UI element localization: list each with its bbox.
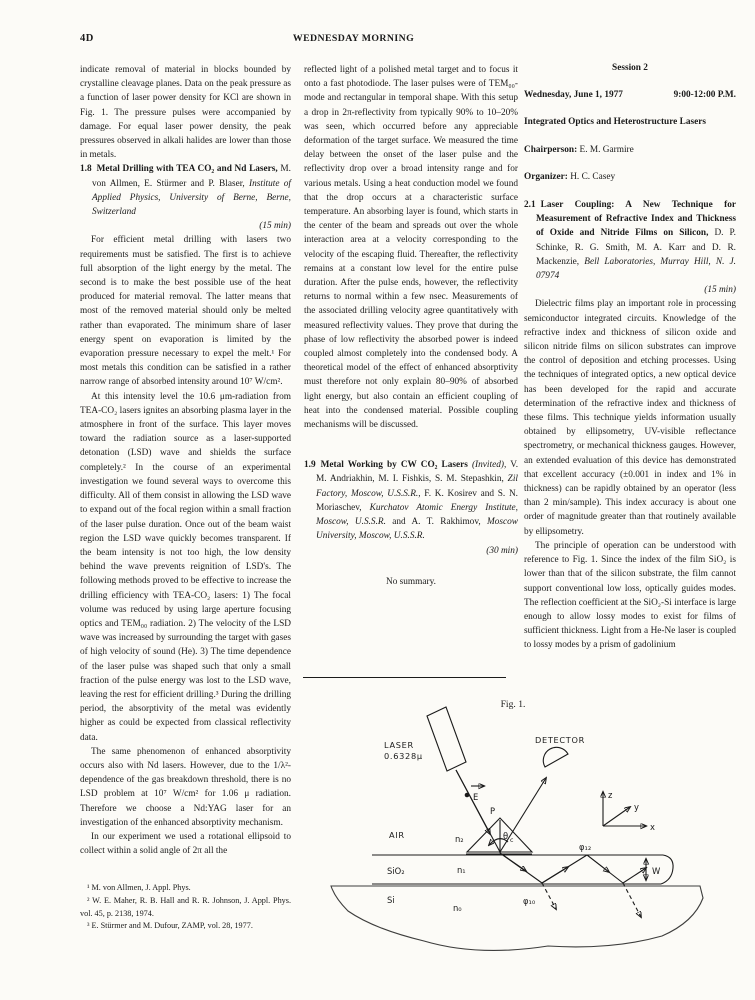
si-label: Si [387,895,395,905]
column-3 [524,61,736,653]
abstract-title: Laser Coupling: A New Technique for Measurement of Refractive Index and Thickness of Oxide and Nitride Films on Silicon, [536,200,736,239]
session-datetime [524,88,736,102]
prism-index-label: n₂ [455,834,464,844]
critical-angle-label: θ [503,831,509,841]
sio2-label: SiO₂ [387,866,405,876]
abstract-paragraph: The principle of operation can be understood with reference to Fig. 1. Since the index of the film SiO₂ is lower than that of the silicon substrate, the film cannot support conventional low loss, optically guides modes. The reflection coefficient at the SiO₂-Si interface is large enough to allow lossy modes to exist for films of sufficient thickness. Light from a He-Ne laser is coupled to lossy modes by a prism of gadolinium [524,540,736,651]
figure-caption: Fig. 1. [500,699,526,710]
abstract-paragraph: The same phenomenon of enhanced absorptivity occurs also with Nd lasers. However, due to the 1/λ²-dependence of the gas breakdown threshold, there is no LSD problem at 10⁷ W/cm² for 1.06 μ radiation. Therefore we choose a Nd:YAG laser for an investigation of the enhanced absorptivity mechanism. [80,746,291,828]
session-date: Wednesday, June 1, 1977 [524,90,623,101]
abstract-duration: (15 min) [259,221,291,232]
axis-y-label: y [634,802,639,812]
abstract-affiliation: Institute of Applied Physics, University of Berne, Berne, Switzerland [92,178,291,218]
abstract-number: 1.9 [304,460,316,471]
session-title: Session 2 [612,63,648,73]
no-summary-note: No summary. [385,576,436,587]
continuation-paragraph: indicate removal of material in blocks bounded by crystalline cleavage planes. Data on the peak pressure as a function of laser power density for KCl are shown in Fig. 1. The pressure pulses were accompanied by damage. For equal laser power density, the peak pressures observed in alkali halides are lower than those in metals. [80,65,291,161]
substrate-index-label: n₀ [453,903,462,913]
abstract-invited: (Invited), [471,460,507,471]
laser-label: LASER [384,740,414,750]
air-label: AIR [389,830,405,840]
column-divider-rule [303,677,506,678]
continuation-paragraph: reflected light of a polished metal target and to focus it onto a fast photodiode. The laser pulses were of TEM₀₀-mode and rectangular in temporal shape. With this setup a drop in 2π-reflectivity from typically 90% to 10–20% was seen, which occurred before any appreciable deformation of the target surface. We measured the time delay between the onset of the laser pulse and the reflectivity drop over a broad intensity range and for various metals. Using a heat conduction model we found that the drop occurs at a characteristic surface temperature. An absorbing layer is found, which starts in the center of the beam and spreads out over the whole interaction area at a velocity corresponding to the velocity of the escaping fluid. Thereafter, the reflectivity remains at a constant low level for the entire pulse duration. After the pulse ends, however, the reflectivity returns to normal within a few nsec. Measurements of the associated drilling velocity agree quantitatively with measured reflectivity values. They prove that during the phase of low reflectivity the absorbed power is indeed coupled almost completely into the condensed body. A theoretical model of the effect of enhanced absorptivity must therefore not only explain 80–90% of absorbed light energy, but also contain an efficient coupling of heat into the condensed material. Possible coupling mechanisms will be discussed. [304,65,518,431]
abstract-authors: D. P. Schinke, R. G. Smith, M. A. Karr and D. R. Mackenzie, [536,228,736,267]
film-thickness-label: W [652,866,661,876]
abstract-number: 1.8 [80,164,92,175]
abstract-duration: (30 min) [486,545,518,556]
session-name: Integrated Optics and Heterostructure Lasers [524,117,706,128]
abstract-heading-1-8 [80,162,291,219]
abstract-paragraph: At this intensity level the 10.6 μm-radiation from TEA-CO₂ lasers ignites an absorbing plasma layer in the atmosphere in front of the surface. This layer moves toward the radiation source as a laser-supported detonation (LSD) wave and shields the surface completely.² In the course of an experimental investigation we found several ways to overcome this difficulty. All of them consist in allowing the LSD wave to expand out of the focal region within a small fraction of the laser pulse duration. Once out of the beam waist region the LSD wave quickly becomes transparent. If the beam intensity is not too high, the low density behind the wave prevents reignition of LSD's. The following methods proved to be effective to increase the drilling efficiency with TEA-CO₂ lasers: 1) The focal volume was reduced by using large aperture focusing optics and TEM₀₀ radiation. 2) The velocity of the LSD wave was increased by surrounding the target with gases of high velocity of sound (He). 3) The time dependence of the laser pulse was shaped such that only a small fraction of the pulse energy was lost to the LSD wave, leaving the rest for efficient drilling.³ During the drilling period, the absorptivity of the metal was evidently higher as could be expected from classical reflectivity data. [80,391,292,743]
footnote: ² W. E. Maher, R. B. Hall and R. R. Johnson, J. Appl. Phys. vol. 45, p. 2138, 1974. [80,895,291,918]
e-vector-label: E [473,792,479,802]
figure-1-diagram [305,688,740,990]
abstract-title: Metal Drilling with TEA CO₂ and Nd Lasers, [96,164,278,175]
footnotes [80,882,291,932]
column-1 [80,63,291,933]
abstract-paragraph: Dielectric films play an important role in processing semiconductor integrated circuits. Knowledge of the refractive index and thickness of silicon oxide and silicon nitride films on silicon substrates can improve the control of deposition and etching processes. Using the techniques of integrated optics, a new optical device has been developed for the rapid and accurate determination of the refractive index and thickness of these films. This technique yields information usually obtained by ellipsometry, UV-visible reflectance spectrometry, or mechanical thickness gauges. However, an extended evaluation of this device has demonstrated that excellent accuracy (±0.001 in index and 1% in thickness) can be rapidly obtained by an operator (less than 2 min/sample). This index accuracy is about one order of magnitude greater than that routinely available by ellipsometry. [524,299,736,537]
chairperson-name: E. M. Garmire [579,144,634,155]
abstract-authors: V. M. Andriakhin, M. I. Fishkis, S. M. Stepashkin, [316,460,519,485]
abstract-paragraph: For efficient metal drilling with lasers two requirements must be satisfied. The first is to achieve full absorption of the light energy by the metal. The second is to make the best possible use of the heat produced for material removal. The latter means that most of the removed material should only be melted rather than evaporated. The minimum share of laser energy spent on evaporation is limited by the evaporation pressure necessary to expel the melt.¹ For most metals this condition can be satisfied in a rather narrow range of absorbed intensity around 10⁷ W/cm². [80,235,291,388]
detector-shape [543,747,568,767]
abstract-authors: M. von Allmen, E. Stürmer and P. Blaser, [92,164,291,189]
laser-box [427,707,466,771]
abstract-duration: (15 min) [704,285,736,296]
chairperson-line [524,143,736,157]
abstract-affiliation: Moscow University, Moscow, U.S.S.R. [316,517,519,542]
abstract-title: Metal Working by CW CO₂ Lasers [320,460,468,471]
running-head-title: WEDNESDAY MORNING [292,33,415,44]
organizer-name: H. C. Casey [570,171,616,182]
coupling-prism [466,818,532,854]
running-header [80,33,737,49]
abstract-heading-2-1 [524,198,736,283]
guided-ray-path [500,853,646,883]
film-index-label: n₁ [457,865,466,875]
organizer-line [524,170,736,184]
organizer-label: Organizer: [524,171,568,182]
prism-apex-label: P [489,806,495,816]
footnote: ¹ M. von Allmen, J. Appl. Phys. [87,883,191,893]
transmitted-rays-dashed [542,883,641,917]
footnote: ³ E. Stürmer and M. Dufour, ZAMP, vol. 28, 1977. [87,921,253,931]
axis-x-label: x [650,822,655,832]
abstract-paragraph: In our experiment we used a rotational ellipsoid to collect within a solid angle of 2π all the [80,831,291,857]
reflected-beam [500,778,546,852]
laser-wavelength-label: 0.6328μ [384,751,423,761]
phi12-label: φ₁₂ [579,842,592,852]
critical-angle-subscript: c [510,837,514,844]
detector-label: DETECTOR [534,735,586,745]
session-time: 9:00-12:00 P.M. [673,90,736,101]
chairperson-label: Chairperson: [524,144,578,155]
abstract-authors: and A. T. Rakhimov, [392,517,481,528]
axis-z-label: z [608,790,613,800]
abstract-heading-1-9 [304,458,518,543]
column-2 [304,63,518,589]
abstract-authors: F. K. Kosirev and S. N. Moriaschev, [316,488,518,513]
abstract-affiliation: Zil Factory, Moscow, U.S.S.R., [316,474,518,499]
page-number: 4D [80,33,94,44]
phi10-label: φ₁₀ [523,896,536,906]
abstract-affiliation: Bell Laboratories, Murray Hill, N. J. 07974 [536,256,736,282]
abstract-affiliation: Kurchatov Atomic Energy Institute, Moscow, U.S.S.R. [316,502,519,528]
abstract-number: 2.1 [524,200,536,211]
